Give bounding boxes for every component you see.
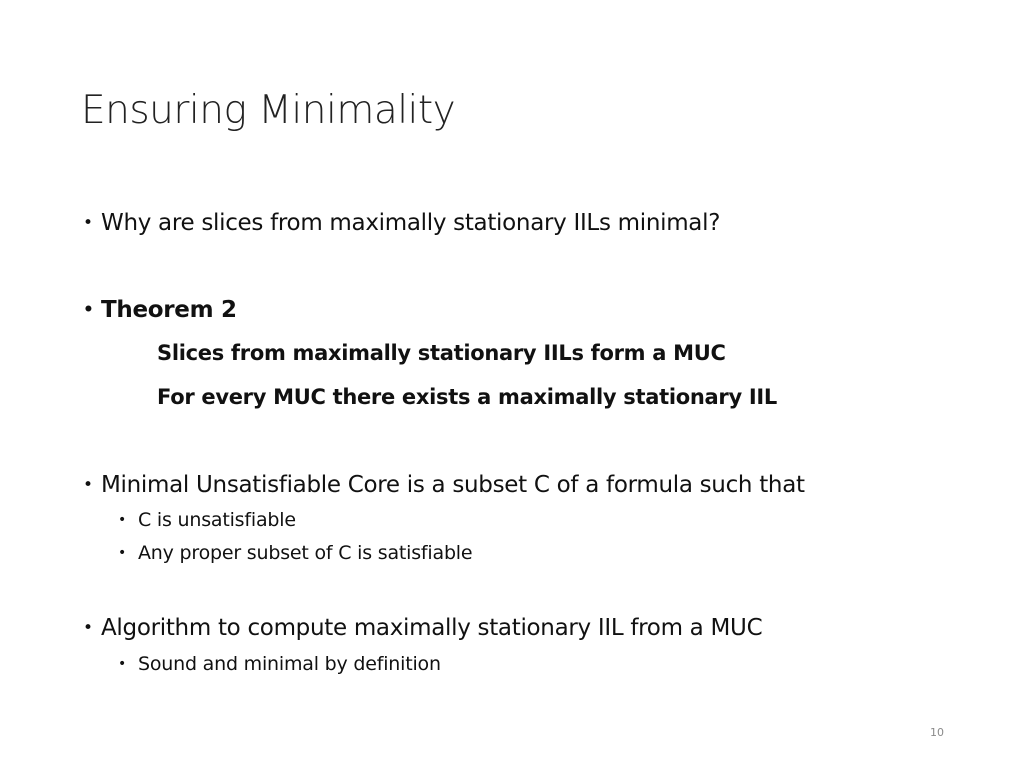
theorem-line: For every MUC there exists a maximally stationary IIL (157, 385, 777, 409)
bullet-marker: • (83, 618, 93, 638)
bullet-marker: • (83, 300, 94, 320)
bullet-marker: • (118, 656, 127, 672)
bullet-marker: • (118, 545, 127, 561)
sub-bullet-text: Any proper subset of C is satisfiable (138, 542, 473, 564)
sub-bullet-item (118, 653, 441, 675)
bullet-item (83, 615, 762, 641)
bullet-marker: • (83, 213, 93, 233)
bullet-marker: • (118, 512, 127, 528)
bullet-text: Why are slices from maximally stationary IILs minimal? (101, 210, 721, 236)
theorem-heading: Theorem 2 (101, 297, 237, 323)
sub-bullet-text: C is unsatisfiable (138, 509, 296, 531)
sub-bullet-text: Sound and minimal by definition (138, 653, 441, 675)
slide-title: Ensuring Minimality (81, 88, 456, 133)
sub-bullet-item (118, 542, 472, 564)
page-number: 10 (930, 726, 944, 739)
bullet-text: Minimal Unsatisfiable Core is a subset C of a formula such that (101, 472, 805, 498)
theorem-line: Slices from maximally stationary IILs form a MUC (157, 341, 726, 365)
bullet-item (83, 210, 720, 236)
bullet-item (83, 472, 805, 498)
sub-bullet-item (118, 509, 296, 531)
bullet-marker: • (83, 475, 93, 495)
bullet-text: Algorithm to compute maximally stationary IIL from a MUC (101, 615, 763, 641)
bullet-item (83, 297, 237, 323)
